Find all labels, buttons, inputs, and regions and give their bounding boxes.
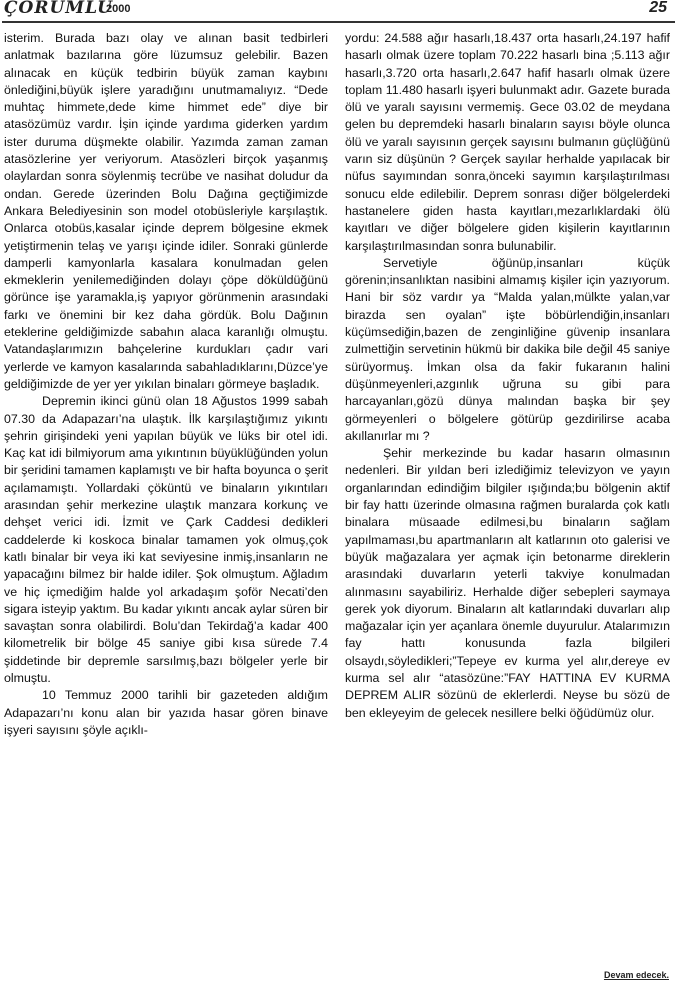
- right-paragraph-3: Şehir merkezinde bu kadar hasarın olmasının nedenleri. Bir yıldan beri izlediğimiz televizyon ve yayın organlarından edindiğim bilgiler ışığında;bu bölgenin aktif bir fay hattı üzerinde olmasına rağmen buralarda çok katlı binalara müsaade edilmesi,bu binaların sağlam yapılmaması,bu apartmanların alt katlarının oto galerisi ve büyük mağazalara yer açmak için betonarme direklerin arasındaki duvarların yeterli takviye konulmadan alınmasını sayabiliriz. Herhalde diğer sebepleri saymaya gerek yok diyorum. Binaların alt katlarındaki duvarları alıp mağazalar için yer açanlara önemle duyurulur. Atalarımızın fay hattı konusunda fazla bilgileri olsaydı,söyledikleri;”Tepeye ev kurma yel alır,dereye ev kurma sel alır “atasözüne:”FAY HATTINA EV KURMA DEPREM ALIR sözünü de eklerlerdi. Neyse bu sözü de ben ekleyeyim de gelecek nesillere belki öğüdümüz olur.: [345, 446, 670, 720]
- left-paragraph-2: Depremin ikinci günü olan 18 Ağustos 1999 sabah 07.30 da Adapazarı’na ulaştık. İlk karşılaştığımız yıkıntı şehrin girişindeki yeni yapılan büyük ve lüks bir otel idi. Kaç kat idi bilmiyorum ama yıkıntının büyüklüğünden yolun bir şeridini tamamen kaplamıştı ve bir hafta boyunca o şerit açılamamıştı. Yollardaki çöküntü ve binaların yıkıntıları arasından şehir merkezine ulaştık manzara korkunç ve dehşet verici idi. İzmit ve Çark Caddesi dedikleri caddelerde ki koskoca binalar tamamen yok olmuş,çok katlı binalar bir veya iki kat seviyesine inmiş,insanların ne yapacağını bilmez bir halde idiler. Şok olmuştum. Ağladım ve hiç içmediğim halde yol arkadaşım şoför Necati’den sigara isteyip yaktım. Bu kadar yıkıntı ancak aylar süren bir savaştan sonra olabilirdi. Bolu’dan Tekirdağ’a kadar 400 kilometrelik bir bölge 45 saniye gibi kısa sürede 7.4 şiddetinde bir depremle sarsılmış,bazı bölgeler yerle bir olmuştu.: [4, 394, 328, 685]
- right-column: [345, 30, 670, 722]
- magazine-year: 2000: [106, 3, 131, 15]
- page-header: [0, 0, 677, 26]
- magazine-logo: ÇORUMLU: [4, 0, 113, 18]
- page-number: 25: [649, 0, 667, 16]
- header-rule: [2, 21, 675, 23]
- left-column: [4, 30, 328, 739]
- right-paragraph-1: yordu: 24.588 ağır hasarlı,18.437 orta hasarlı,24.197 hafif hasarlı olmak üzere toplam 70.222 hasarlı bina ;5.113 ağır hasarlı,3.720 orta hasarlı,2.647 hafif hasarlı olmak üzere toplam 11.480 hasarlı işyeri bulunmakt adır. Gazete burada ölü ve yaralı sayısını vermemiş. Gece 03.02 de meydana gelen bu depremdeki hasarlı binaların sayısı böyle olunca ölü ve yaralı sayısının gerçek sayısını bulmanın güçlüğünü varın siz düşünün ? Gerçek sayılar herhalde yapılacak bir nüfus sayımından sonra,önceki sayımın karşılaştırılması sonucu elde edilebilir. Deprem sonrası diğer bölgelerdeki hastanelere giden hasta kayıtları,mezarlıklardaki ölü kayıtları ve diğer bölgelere giden kişilerin kayıtlarının karşılaştırılmasından sonra bulunabilir.: [345, 31, 670, 253]
- left-paragraph-3: 10 Temmuz 2000 tarihli bir gazeteden aldığım Adapazarı’nı konu alan bir yazıda hasar gören binave işyeri sayısını şöyle açıklı-: [4, 688, 328, 737]
- left-paragraph-1: isterim. Burada bazı olay ve alınan basit tedbirleri anlatmak bazılarına göre lüzumsuz gelebilir. Bazen alınacak en küçük tedbirin büyük zaman kaybını önlediğini,büyük işlere yaradığını unutmamalıyız. “Dede muhtaç himmete,dede kime himmet ede” diye bir atasözümüz vardır. İşin içinde yardıma giderken yardım ister duruma düşmekte olabilir. Yazımda zaman zaman atasözlerine yer veriyorum. Atasözleri birçok yaşanmış olaylardan sonra söylenmiş tecrübe ve nasihat doludur da ondan. Gerede üzerinden Bolu Dağına geçtiğimizde Ankara Belediyesinin son model otobüsleriyle karşılaştık. Onlarca otobüs,kasalar içinde deprem bölgesine ekmek yetiştirmenin telaş ve yarışı içinde idiler. Sonraki günlerde damperli kamyonlarla kasalara konulmadan gelen ekmeklerin yenilemediğinden dolayı çöpe döküldüğünü görünce işe yaramakla,iş yapıyor görünmenin arasındaki farkı ve önemini bir kez daha gördük. Bolu Dağının eteklerine geldiğimizde sabahın alaca karanlığı olmuştu. Vatandaşlarımızın bahçelerine kurdukları çadır vari yerlerde ve kamyon kasalarında sabahladıklarını,Düzce’ye geldiğimizde de yer yer yıkılan binaları görmeye başladık.: [4, 31, 328, 391]
- right-paragraph-2: Servetiyle öğünüp,insanları küçük görenin;insanlıktan nasibini almamış kişiler için yazıyorum. Hani bir söz vardır ya “Malda yalan,mülkte yalan,var birazda sen oyalan” işte böbürlendiğin,insanları küçümsediğin,bazen de zenginliğine güvenip insanlara zulmettiğin servetinin hükmü bir dakika bile değil 45 saniye sürüyormuş. İmkan olsa da fakir fukaranın halini düşünmeyenleri,azgınlık uğruna su gibi para harcayanları,gözü dünya malından başka bir şey görmeyenleri o bölgelere götürüp gezdirilirse acaba akıllanırlar mı ?: [345, 255, 670, 443]
- continued-note: Devam edecek.: [603, 970, 669, 980]
